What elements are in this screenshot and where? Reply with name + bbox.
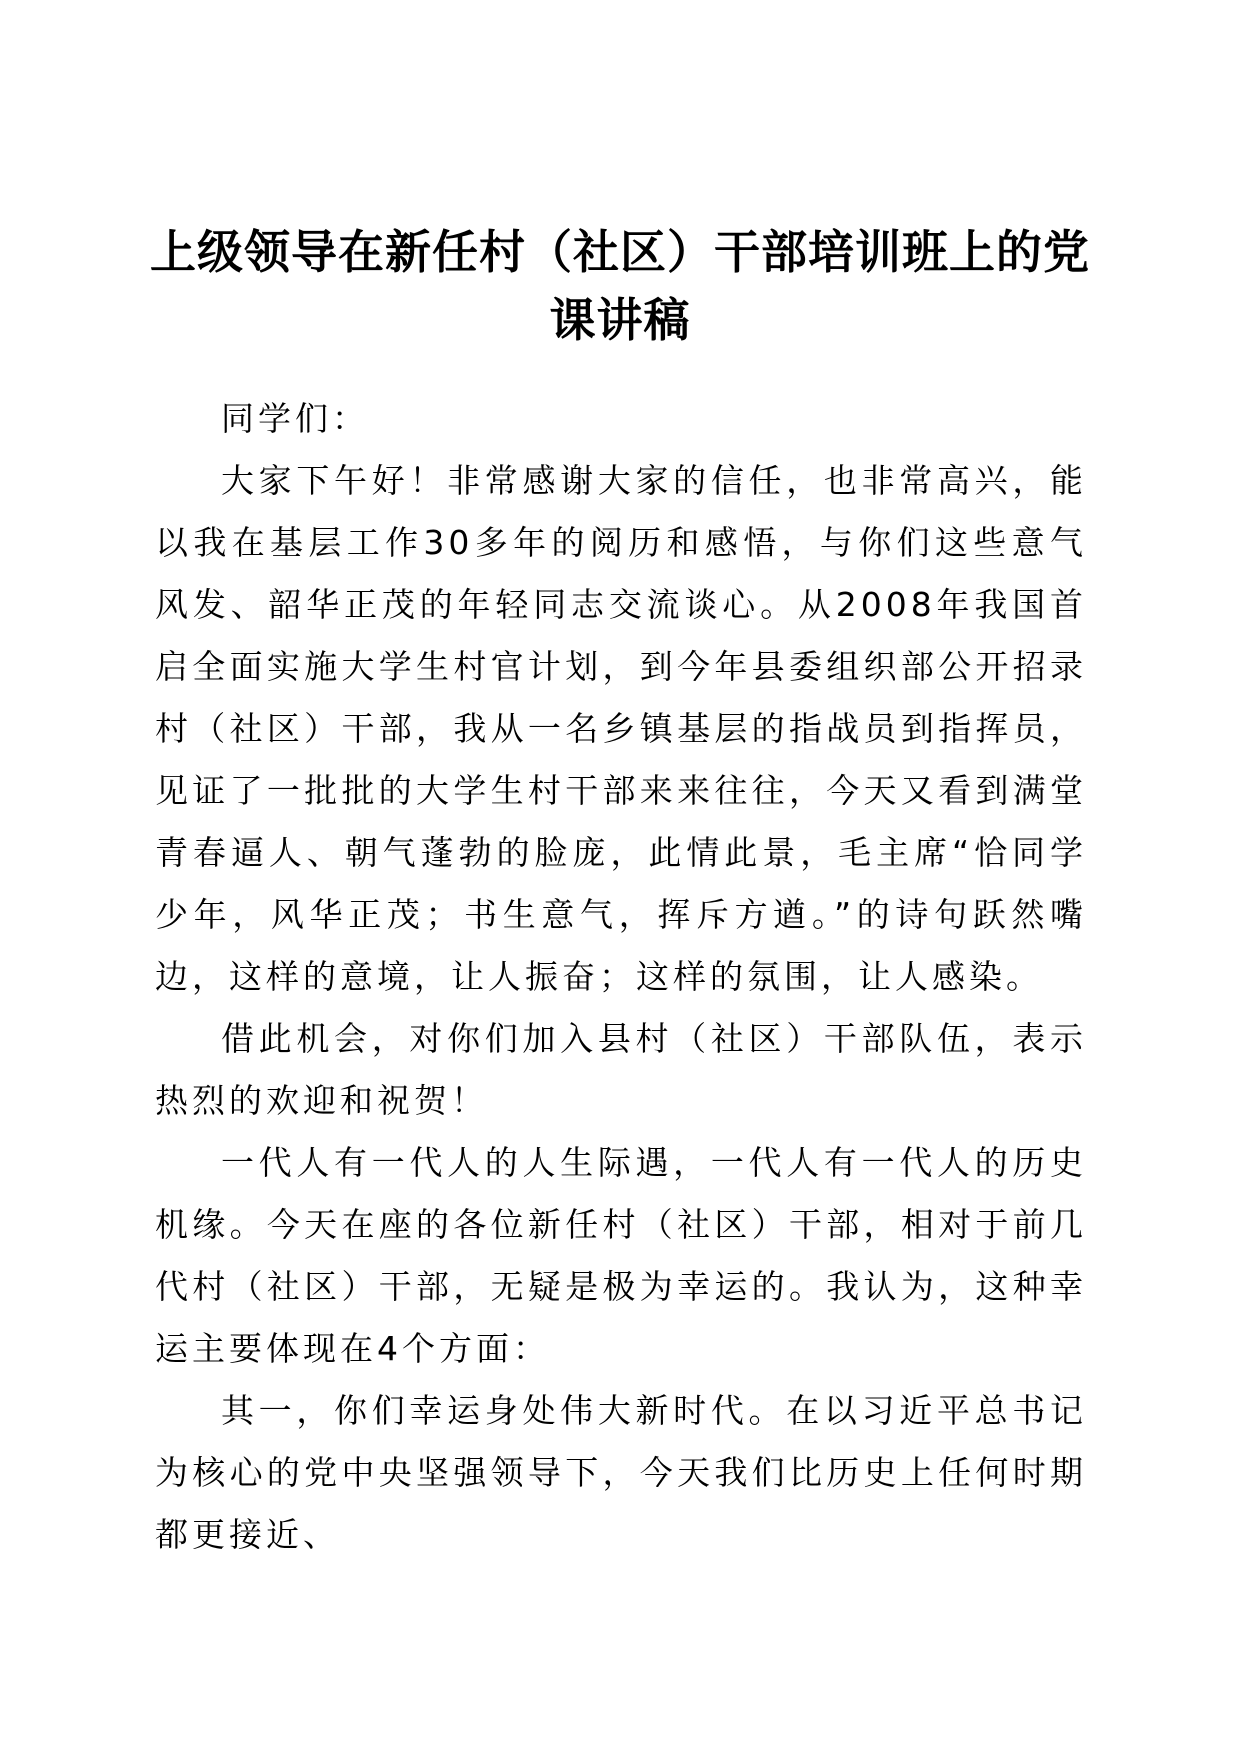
document-body [155,388,1087,1566]
paragraph-welcome: 借此机会，对你们加入县村（社区）干部队伍，表示热烈的欢迎和祝贺！ [155,1019,1087,1120]
document-title: 上级领导在新任村（社区）干部培训班上的党课讲稿 [150,225,1090,347]
paragraph-point-one: 其一，你们幸运身处伟大新时代。在以习近平总书记为核心的党中央坚强领导下，今天我们比历史上任何时期都更接近、 [155,1391,1087,1554]
paragraph-generations: 一代人有一代人的人生际遇，一代人有一代人的历史机缘。今天在座的各位新任村（社区）干部，相对于前几代村（社区）干部，无疑是极为幸运的。我认为，这种幸运主要体现在4个方面： [155,1143,1087,1368]
paragraph-opening: 大家下午好！非常感谢大家的信任，也非常高兴，能以我在基层工作30多年的阅历和感悟，与你们这些意气风发、韶华正茂的年轻同志交流谈心。从2008年我国首启全面实施大学生村官计划，到今年县委组织部公开招录村（社区）干部，我从一名乡镇基层的指战员到指挥员，见证了一批批的大学生村干部来来往往，今天又看到满堂青春逼人、朝气蓬勃的脸庞，此情此景，毛主席“恰同学少年，风华正茂；书生意气，挥斥方遒。”的诗句跃然嘴边，这样的意境，让人振奋；这样的氛围，让人感染。 [155,461,1087,996]
paragraph-greeting: 同学们： [221,399,369,438]
